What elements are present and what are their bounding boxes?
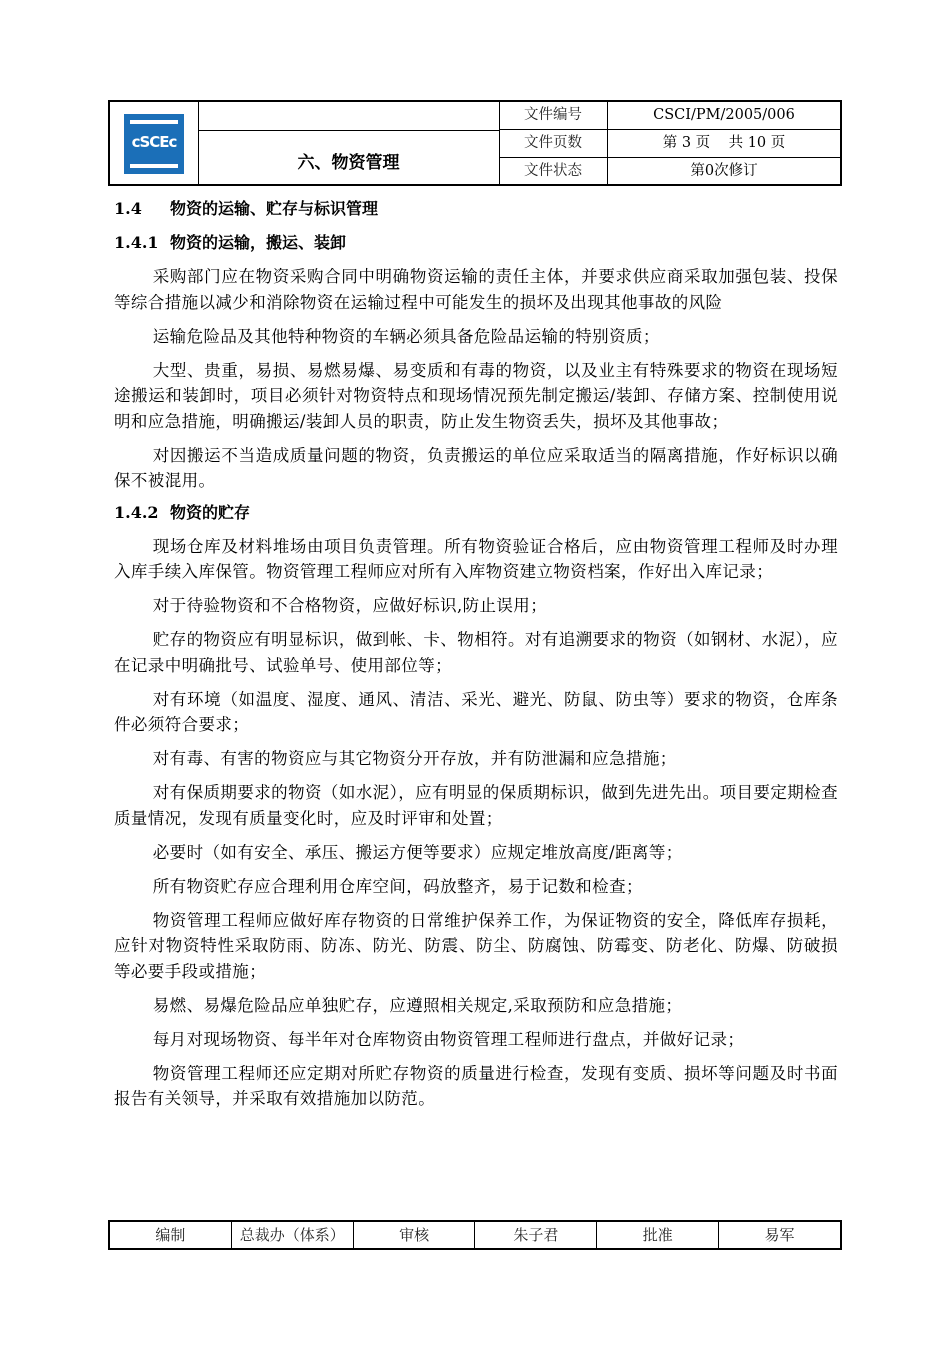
prepared-by-value: 总裁办（体系）	[232, 1222, 354, 1248]
file-pages-value: 第 3 页 共 10 页	[662, 135, 786, 151]
paragraph: 对因搬运不当造成质量问题的物资，负责搬运的单位应采取适当的隔离措施，作好标识以确保不被混用。	[114, 445, 838, 490]
file-number-label: 文件编号	[499, 102, 608, 129]
paragraph: 必要时（如有安全、承压、搬运方便等要求）应规定堆放高度/距离等；	[152, 842, 683, 862]
title-cell	[198, 102, 500, 184]
document-header-table	[108, 100, 842, 186]
file-status-row	[499, 158, 840, 185]
paragraph: 运输危险品及其他特种物资的车辆必须具备危险品运输的特别资质；	[152, 326, 660, 346]
file-status-label: 文件状态	[499, 158, 608, 185]
subsection-number: 1.4.1	[114, 233, 159, 252]
file-number-row	[499, 102, 840, 130]
section-heading	[114, 196, 838, 222]
paragraph: 对有毒、有害的物资应与其它物资分开存放，并有防泄漏和应急措施；	[152, 749, 677, 768]
paragraph: 每月对现场物资、每半年对仓库物资由物资管理工程师进行盘点，并做好记录；	[152, 1029, 745, 1049]
paragraph: 物资管理工程师还应定期对所贮存物资的质量进行检查，发现有变质、损坏等问题及时书面报告有关领导，并采取有效措施加以防范。	[114, 1063, 838, 1108]
file-status-value: 第0次修订	[690, 163, 758, 179]
paragraph: 对有保质期要求的物资（如水泥），应有明显的保质期标识，做到先进先出。项目要定期检查质量情况，发现有质量变化时，应及时评审和处置；	[114, 783, 838, 828]
reviewed-by-value: 朱子君	[475, 1222, 597, 1248]
subsection-heading-transport	[114, 230, 838, 256]
logo-cell	[110, 102, 199, 184]
reviewed-by-label: 审核	[354, 1222, 476, 1248]
logo-text: cSCEc	[131, 133, 177, 151]
file-pages-label: 文件页数	[499, 130, 608, 157]
subsection-title: 物资的贮存	[170, 502, 251, 522]
document-title: 六、物资管理	[297, 153, 400, 173]
section-number: 1.4	[114, 199, 142, 218]
paragraph: 采购部门应在物资采购合同中明确物资运输的责任主体，并要求供应商采取加强包装、投保等综合措施以减少和消除物资在运输过程中可能发生的损坏及出现其他事故的风险	[114, 267, 838, 312]
file-pages-row	[499, 130, 840, 158]
approved-by-value: 易军	[764, 1226, 795, 1244]
paragraph: 物资管理工程师应做好库存物资的日常维护保养工作，为保证物资的安全，降低库存损耗，应针对物资特性采取防雨、防冻、防光、防震、防尘、防腐蚀、防霉变、防老化、防爆、防破损等必要手段或措施；	[114, 910, 838, 981]
section-title: 物资的运输、贮存与标识管理	[170, 199, 379, 218]
subsection-number: 1.4.2	[114, 502, 159, 522]
paragraph: 大型、贵重，易损、易燃易爆、易变质和有毒的物资，以及业主有特殊要求的物资在现场短途搬运和装卸时，项目必须针对物资特点和现场情况预先制定搬运/装卸、存储方案、控制使用说明和应急措施，明确搬运/装卸人员的职责，防止发生物资丢失，损坏及其他事故；	[114, 360, 838, 431]
paragraph: 贮存的物资应有明显标识，做到帐、卡、物相符。对有追溯要求的物资（如钢材、水泥），应在记录中明确批号、试验单号、使用部位等；	[114, 630, 838, 675]
document-body	[114, 196, 838, 1112]
approved-by-label: 批准	[597, 1222, 719, 1248]
subsection-title: 物资的运输，搬运、装卸	[170, 233, 347, 252]
paragraph: 对于待验物资和不合格物资，应做好标识,防止误用；	[152, 596, 548, 615]
paragraph: 所有物资贮存应合理利用仓库空间，码放整齐，易于记数和检查；	[152, 876, 643, 896]
subsection-heading-storage	[114, 500, 838, 526]
paragraph: 易燃、易爆危险品应单独贮存，应遵照相关规定,采取预防和应急措施；	[152, 995, 683, 1015]
paragraph: 对有环境（如温度、湿度、通风、清洁、采光、避光、防鼠、防虫等）要求的物资，仓库条件必须符合要求；	[114, 689, 838, 734]
prepared-by-label: 编制	[110, 1222, 232, 1248]
approval-footer-table	[108, 1220, 842, 1250]
title-top-blank	[198, 102, 499, 131]
paragraph: 现场仓库及材料堆场由项目负责管理。所有物资验证合格后，应由物资管理工程师及时办理入库手续入库保管。物资管理工程师应对所有入库物资建立物资档案，作好出入库记录；	[114, 536, 838, 581]
cscec-logo	[124, 114, 184, 174]
file-number-value: CSCI/PM/2005/006	[653, 107, 795, 123]
